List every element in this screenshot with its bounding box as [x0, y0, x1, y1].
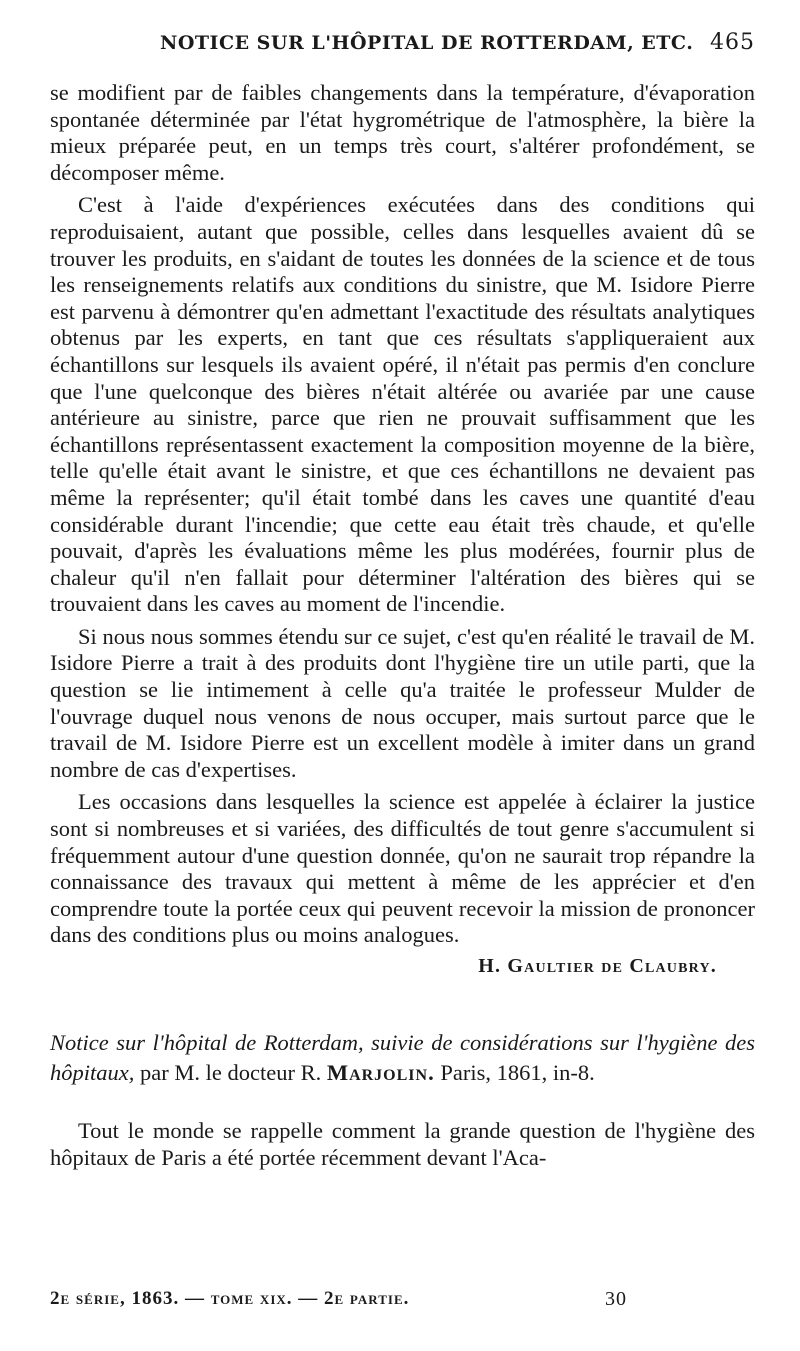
- review-title: Notice sur l'hôpital de Rotterdam, suivie de considérations sur l'hygiène des hôpitaux,: [50, 1030, 755, 1085]
- review-by: par M. le docteur R.: [140, 1060, 322, 1085]
- review-publication: Paris, 1861, in-8.: [440, 1060, 595, 1085]
- running-head: [50, 30, 755, 62]
- paragraph: Les occasions dans lesquelles la science est appelée à éclairer la justice sont si nombreuses et si variées, des difficultés de tout genre s'accumulent si fréquemment autour d'une question donnée, qu'on ne saurait trop répandre la connaissance des travaux qui mettent à même de les apprécier et d'en comprendre toute la portée ceux qui peuvent recevoir la mission de prononcer dans des conditions plus ou moins analogues.: [50, 789, 755, 948]
- running-title: NOTICE SUR L'HÔPITAL DE ROTTERDAM, ETC.: [160, 32, 694, 54]
- paragraph-continued: se modifient par de faibles changements dans la température, d'évaporation spontanée déterminée par l'état hygrométrique de l'atmosphère, la bière la mieux préparée peut, en un temps très court, s'altérer profondément, se décomposer même.: [50, 80, 755, 185]
- paragraph: Si nous nous sommes étendu sur ce sujet, c'est qu'en réalité le travail de M. Isidore Pierre a trait à des produits dont l'hygiène tire un utile parti, que la question se lie intimement à celle qu'a traitée le professeur Mulder de l'ouvrage duquel nous venons de nous occuper, mais surtout parce que le travail de M. Isidore Pierre est un excellent modèle à imiter dans un grand nombre de cas d'expertises.: [50, 623, 755, 782]
- author-signature: H. Gaultier de Claubry.: [478, 955, 717, 977]
- review-heading: [50, 1028, 755, 1088]
- page-number: 465: [710, 30, 755, 55]
- footer-sheet-number: 30: [605, 1288, 627, 1310]
- footer-series: 2e série, 1863. — tome xix. — 2e partie.: [50, 1288, 410, 1309]
- paragraph: Tout le monde se rappelle comment la grande question de l'hygiène des hôpitaux de Paris a été portée récemment devant l'Aca-: [50, 1118, 755, 1170]
- review-author: Marjolin.: [326, 1060, 435, 1085]
- paragraph: C'est à l'aide d'expériences exécutées dans des conditions qui reproduisaient, autant que possible, celles dans lesquelles avaient dû se trouver les produits, en s'aidant de toutes les données de la science et de tous les renseignements relatifs aux conditions du sinistre, que M. Isidore Pierre est parvenu à démontrer qu'en admettant l'exactitude des résultats analytiques obtenus par les experts, en tant que ces résultats s'appliqueraient aux échantillons sur lesquels ils avaient opéré, il n'était pas permis d'en conclure que l'une quelconque des bières n'était altérée ou avariée par une cause antérieure au sinistre, parce que rien ne prouvait suffisamment que les échantillons représentassent exactement la composition moyenne de la bière, telle qu'elle était avant le sinistre, et que ces échantillons ne devaient pas même la représenter; qu'il était tombé dans les caves une quantité d'eau considérable durant l'incendie; que cette eau était très chaude, et qu'elle pouvait, d'après les évaluations même les plus modérées, fournir plus de chaleur qu'il n'en fallait pour déterminer l'altération des bières qui se trouvaient dans les caves au moment de l'incendie.: [50, 192, 755, 617]
- body-text: [50, 80, 755, 949]
- review-body: [50, 1118, 755, 1171]
- page: [50, 30, 755, 1330]
